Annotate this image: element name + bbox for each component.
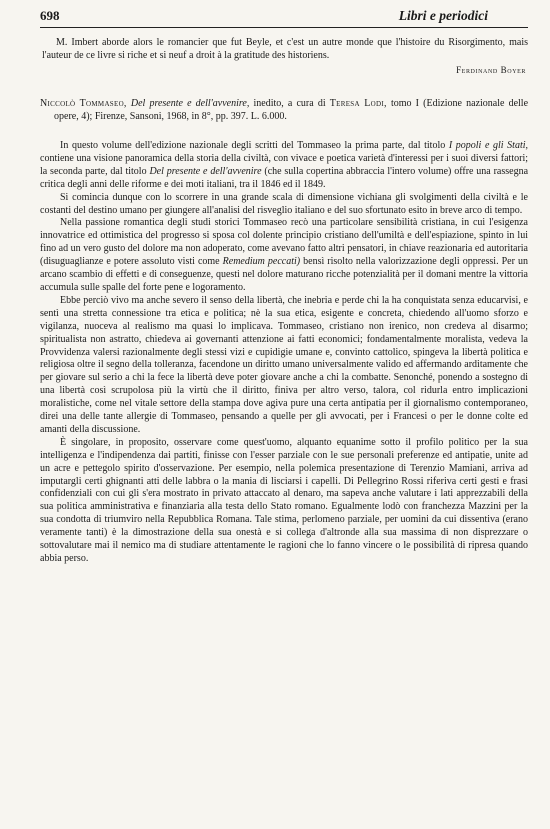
review-body <box>40 140 528 566</box>
citation-author: Niccolò Tommaseo, <box>40 97 127 109</box>
citation-editor: Teresa Lodi, <box>329 97 387 109</box>
paragraph-3-title: Remedium peccati) <box>222 256 301 268</box>
paragraph-1-text-b: contiene una visione panoramica della storia della civiltà, con vivace e poetica varietà d'interessi per i suoi diversi fattori; la seconda parte, dal titolo <box>40 152 528 177</box>
french-review-text: M. Imbert aborde alors le romancier que fut Beyle, et c'est un autre monde que l'histoire du Risorgimento, mais l'auteur de ce livre si riche et si neuf a droit à la gratitude des historiens. <box>42 37 528 62</box>
book-citation <box>40 97 528 124</box>
running-title: Libri e periodici <box>398 8 488 23</box>
paragraph-1-text-a: In questo volume dell'edizione nazionale degli scritti del Tommaseo la prima parte, dal titolo <box>60 140 446 151</box>
paragraph-3-text-a: Nella passione romantica degli studi storici Tommaseo recò una particolare sensibilità cristiana, in cui l'esigenza innovatrice ed ottimistica del progresso si sposa col dolente principio cristiano dell'umiltà e dell'espiazione, spinto in lui fino ad un vero gusto del dolore ma non adoperato, come avevano fatto altri pensatori, in chiave reazionaria ed autoritaria (disuguaglianze e potere assoluto visti come <box>40 217 528 268</box>
paragraph-1 <box>40 140 528 192</box>
paragraph-1-title-2: Del presente e dell'avvenire <box>149 165 262 177</box>
paragraph-3 <box>40 217 528 294</box>
page-number: 698 <box>40 8 60 23</box>
paragraph-5: È singolare, in proposito, osservare come quest'uomo, alquanto equanime sotto il profilo politico per la sua intelligenza e l'indipendenza dai partiti, finisse con l'esser parziale con le sue personali preferenze ed antipatie, unite ad un acre e pettegolo spirito d'osservazione. Per esempio, nella polemica presentazione di Terenzio Mamiani, arriva ad imputargli certi ghignanti atti delle labbra o la mania di lisciarsi i capelli. Di Pellegrino Rossi riferiva certi gesti e frasi confidenziali con cui gli s'era mostrato in privato attaccato al denaro, ma sapeva anche valutare i lati apprezzabili della sua politica amministrativa e finanziaria alla testa dello Stato romano. Egualmente lodò con franchezza Mazzini per la sua condotta di triumviro nella Repubblica Romana. Tale stima, perlomeno parziale, per uomini da cui dissentiva (erano veramente tanti) è la dimostrazione della sua onestà e si collega d'altronde alla sua massima di non disprezzare o sottovalutare mai il nemico ma di studiare attentamente le ragioni che lo fanno vincere o le possibilità di ripresa quando abbia perso. <box>40 436 528 564</box>
citation-title: Del presente e dell'avvenire, <box>130 97 250 109</box>
citation-details: tomo I (Edizione nazionale delle opere, 4); Firenze, Sansoni, 1968, in 8°, pp. 397. L. 6.000. <box>54 97 529 123</box>
paragraph-3-text-b: bensì risolto nella valorizzazione degli oppressi. Per un arcano scambio di effetti e di conseguenze, questi nel dolore maturano ricche potenzialità per il domani mentre la vittoria accumula sulle spalle del forte pene e logoramento. <box>40 256 528 293</box>
paragraph-2: Si comincia dunque con lo scorrere in una grande scala di dimensione vichiana gli svolgimenti della civiltà e le costanti del destino umano per giungere all'analisi del risveglio italiano e del suo sfortunato esito in breve arco di tempo. <box>40 191 528 216</box>
paragraph-4: Ebbe perciò vivo ma anche severo il senso della libertà, che inebria e perde chi la ha conquistata senza educarvisi, e sentì una stretta connessione tra etica e politica; nè la sua etica, esigente e concreta, chiedendo all'uomo sforzo e vigilanza, nuoceva al realismo ma quasi lo implicava. Tommaseo, cristiano non irenico, non credeva al disarmo; spiritualista non astratto, chiedeva ai governanti attenzione ai fatti economici; fondamentalmente moralista, vedeva la Provvidenza valersi razionalmente degli stessi vizi e cupidigie umane e, convinto cattolico, spingeva la libertà politica e religiosa oltre il segno della tolleranza, facendone un diritto umano universalmente valido ed affermando arditamente che per giovare sul serio a chi la fece la libertà deve poter giovare anche a chi la combatte. Senonché, ponendo a sostegno di una libertà così scrupolosa più la virtù che il diritto, finiva per altro verso, talora, col ridurla entro implicazioni moralistiche, come nel vitale settore della stampa dove agiva pure una certa antipatia per il giornalismo contemporaneo, direi una delle tante allergie di Tommaseo, pensando a quelle per gli avvocati, per i Francesi o per le donne colte ed amanti della discussione. <box>40 294 528 435</box>
paragraph-1-text-c: (che sulla copertina abbraccia l'intero volume) offre una rassegna critica degli anni delle riforme e dei moti italiani, tra il 1846 ed il 1849. <box>40 165 529 190</box>
review-signature: Ferdinand Boyer <box>456 64 526 75</box>
running-header <box>40 8 528 28</box>
citation-mid: inedito, a cura di <box>253 97 326 109</box>
paragraph-1-title-1: I popoli e gli Stati, <box>448 140 528 151</box>
